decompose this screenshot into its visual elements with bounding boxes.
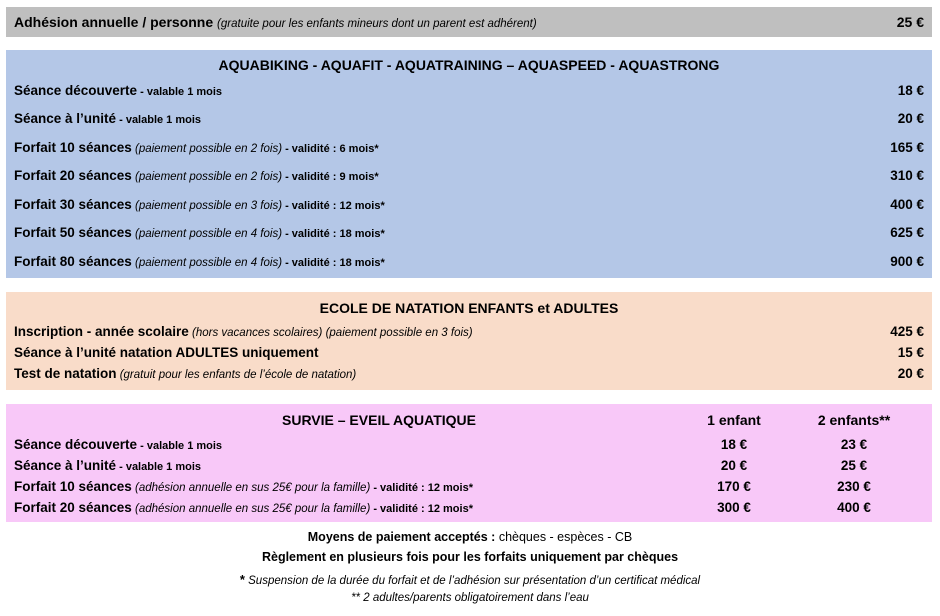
aqua-row-text [14, 254, 890, 269]
survie-col2-header: 2 enfants** [817, 412, 891, 428]
payment-label: Moyens de paiement acceptés : [307, 530, 496, 544]
aqua-row [6, 107, 932, 131]
ecole-row-text [14, 345, 898, 360]
survie-row-note: (adhésion annuelle en sus 25€ pour la famille) [131, 502, 371, 515]
survie-row-price-1: 300 € [717, 499, 751, 515]
aqua-row-text [14, 83, 898, 98]
aqua-row-note: (paiement possible en 4 fois) [131, 228, 283, 240]
survie-row-text [14, 458, 684, 473]
aqua-row-label: Forfait 10 séances [14, 139, 132, 155]
aqua-row-validity: - validité : 12 mois* [282, 199, 385, 212]
ecole-row-note: (hors vacances scolaires) (paiement possible en 3 fois) [188, 326, 473, 339]
survie-row-price-2: 230 € [837, 478, 871, 494]
aqua-row-price: 20 € [897, 111, 924, 126]
footnote-1 [0, 572, 940, 587]
aqua-row-validity: - validité : 18 mois* [282, 256, 385, 269]
aqua-row-note: (paiement possible en 2 fois) [131, 171, 283, 183]
survie-row-label: Forfait 20 séances [14, 499, 132, 515]
survie-row-price-2: 23 € [840, 436, 868, 452]
survie-row-price-2: 400 € [837, 499, 871, 515]
aqua-row-validity: - validité : 18 mois* [282, 228, 385, 240]
aqua-row-text [14, 140, 890, 155]
footnote-1-text: Suspension de la durée du forfait et de l’adhésion sur présentation d’un certificat médical [244, 575, 701, 587]
aqua-row [6, 78, 932, 102]
survie-row-price-1: 170 € [717, 478, 751, 494]
adhesion-label: Adhésion annuelle / personne [14, 14, 214, 30]
survie-row-price-1: 20 € [720, 457, 748, 473]
aqua-row-validity: - valable 1 mois [137, 85, 223, 98]
survie-row-text [14, 479, 684, 494]
ecole-row-label: Séance à l’unité natation ADULTES uniquement [14, 344, 319, 360]
ecole-row-note: (gratuit pour les enfants de l’école de natation) [116, 368, 357, 381]
aqua-row-note: (paiement possible en 2 fois) [131, 142, 283, 155]
aqua-row-text [14, 197, 890, 212]
survie-row-text [14, 500, 684, 515]
survie-section [6, 404, 932, 522]
aqua-section [6, 50, 932, 278]
ecole-section [6, 292, 932, 390]
aqua-row-price: 900 € [890, 253, 924, 269]
survie-header-row [6, 410, 932, 430]
adhesion-note: (gratuite pour les enfants mineurs dont un parent est adhérent) [217, 18, 537, 30]
aqua-row-label: Forfait 80 séances [14, 253, 132, 269]
aqua-row [6, 135, 932, 159]
aqua-row-price: 18 € [897, 82, 924, 98]
adhesion-band [6, 7, 932, 37]
ecole-title: ECOLE DE NATATION ENFANTS et ADULTES [319, 300, 619, 316]
ecole-row-price: 425 € [890, 323, 924, 339]
adhesion-row [6, 10, 932, 34]
survie-row-validity: - valable 1 mois [116, 460, 202, 473]
aqua-row-validity: - validité : 9 mois* [282, 171, 379, 183]
survie-row-text [14, 437, 684, 452]
payment-value: chèques - espèces - CB [495, 530, 633, 544]
survie-row [6, 455, 932, 475]
aqua-row-price: 165 € [890, 139, 924, 155]
survie-row [6, 434, 932, 454]
aqua-row-validity: - valable 1 mois [116, 114, 202, 126]
ecole-row-price: 20 € [897, 365, 924, 381]
ecole-row-label: Test de natation [14, 365, 117, 381]
survie-title: SURVIE – EVEIL AQUATIQUE [282, 412, 476, 428]
footnote-2: ** 2 adultes/parents obligatoirement dans l’eau [351, 592, 589, 604]
survie-row-label: Séance découverte [14, 436, 138, 452]
aqua-row [6, 249, 932, 273]
survie-row-price-1: 18 € [720, 436, 748, 452]
survie-row-note: (adhésion annuelle en sus 25€ pour la famille) [131, 481, 371, 494]
aqua-row [6, 221, 932, 245]
survie-row-label: Forfait 10 séances [14, 478, 132, 494]
aqua-row-text [14, 225, 890, 240]
payment-line [0, 530, 940, 544]
footnote-1-star: * [239, 572, 245, 587]
aqua-row-label: Forfait 50 séances [14, 225, 132, 240]
aqua-row-label: Forfait 20 séances [14, 168, 132, 183]
installments-line: Règlement en plusieurs fois pour les forfaits uniquement par chèques [261, 550, 679, 564]
aqua-row-price: 310 € [890, 168, 924, 183]
ecole-row [6, 361, 932, 385]
ecole-row-text [14, 366, 898, 381]
aqua-row [6, 164, 932, 188]
survie-row-validity: - validité : 12 mois* [370, 481, 473, 494]
ecole-row-text [14, 324, 890, 339]
aqua-row-validity: - validité : 6 mois* [282, 142, 379, 155]
ecole-row-label: Inscription - année scolaire [14, 323, 189, 339]
aqua-row-note: (paiement possible en 3 fois) [131, 199, 283, 212]
survie-row [6, 497, 932, 517]
survie-row-validity: - valable 1 mois [137, 439, 223, 452]
aqua-row-label: Séance à l’unité [14, 111, 117, 126]
aqua-row-text [14, 111, 898, 126]
aqua-row [6, 192, 932, 216]
survie-col1-header: 1 enfant [707, 412, 761, 428]
survie-row-validity: - validité : 12 mois* [370, 502, 473, 515]
adhesion-price: 25 € [896, 14, 924, 30]
survie-row-label: Séance à l’unité [14, 457, 117, 473]
aqua-row-label: Forfait 30 séances [14, 196, 132, 212]
survie-row-price-2: 25 € [840, 457, 868, 473]
aqua-row-label: Séance découverte [14, 82, 138, 98]
aqua-row-price: 625 € [890, 225, 924, 240]
aqua-row-price: 400 € [890, 196, 924, 212]
ecole-row-price: 15 € [897, 344, 924, 360]
aqua-row-text [14, 168, 890, 183]
survie-row [6, 476, 932, 496]
aqua-row-note: (paiement possible en 4 fois) [131, 256, 283, 269]
aqua-title: AQUABIKING - AQUAFIT - AQUATRAINING – AQUASPEED - AQUASTRONG [218, 57, 720, 73]
